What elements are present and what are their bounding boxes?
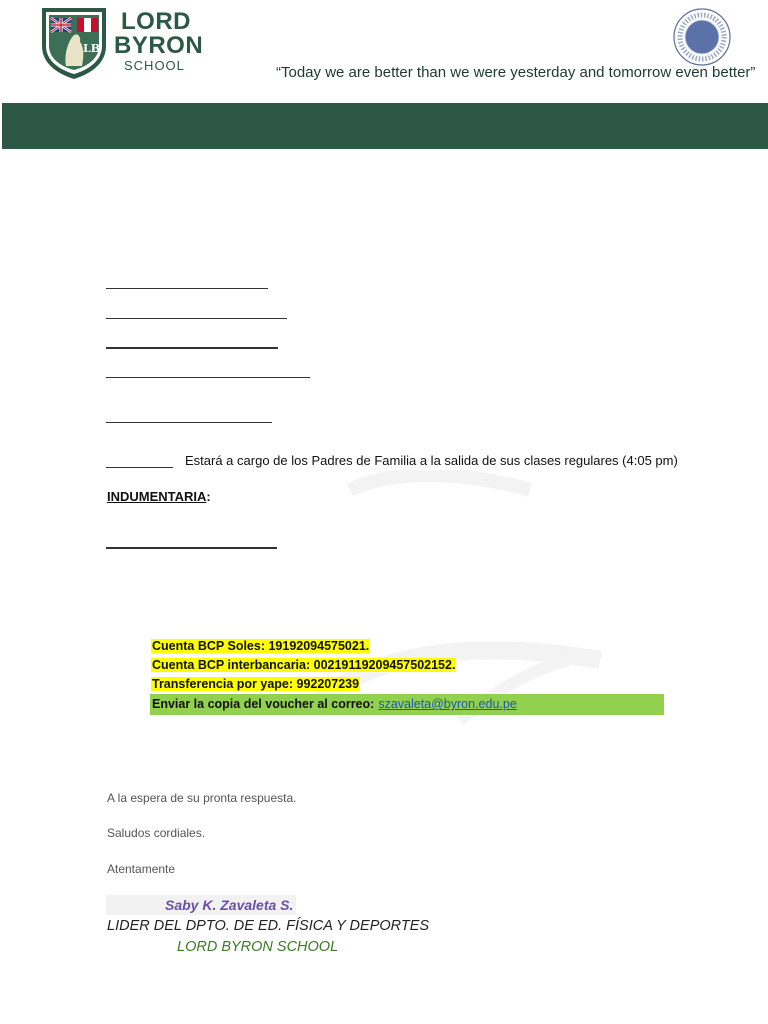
indumentaria-label: INDUMENTARIA: [107, 489, 207, 504]
indumentaria-heading: [107, 489, 211, 505]
brand-name-line2: BYRON: [114, 32, 204, 59]
closing-line-2: Saludos cordiales.: [107, 826, 206, 840]
blank-line: [106, 288, 268, 289]
blank-line: [106, 547, 277, 549]
voucher-label: Enviar la copia del voucher al correo:: [152, 697, 375, 711]
closing-line-1: A la espera de su pronta respuesta.: [107, 791, 297, 805]
school-crest-icon: [40, 6, 108, 80]
header-band: [2, 103, 768, 149]
ib-world-school-seal-icon: [672, 7, 732, 67]
pickup-notice: Estará a cargo de los Padres de Familia a la salida de sus clases regulares (4:05 pm): [185, 453, 678, 468]
signatory-organization: LORD BYRON SCHOOL: [177, 939, 339, 955]
bcp-interbank-account: Cuenta BCP interbancaria: 00219119209457502152.: [152, 658, 456, 672]
brand-name-line3: SCHOOL: [124, 58, 185, 73]
bcp-soles-account: Cuenta BCP Soles: 19192094575021.: [152, 639, 370, 653]
blank-line: [106, 347, 278, 349]
crest-letters: LB: [83, 42, 101, 55]
blank-line: [106, 467, 173, 468]
blank-line: [106, 377, 310, 378]
email-link[interactable]: szavaleta@byron.edu.pe: [378, 697, 517, 711]
blank-line: [106, 422, 272, 423]
blank-line: [106, 318, 287, 319]
signatory-title: LIDER DEL DPTO. DE ED. FÍSICA Y DEPORTES: [107, 918, 430, 934]
closing-line-3: Atentamente: [107, 862, 176, 876]
yape-transfer: Transferencia por yape: 992207239: [152, 677, 360, 691]
indumentaria-colon: :: [206, 489, 211, 504]
brand-name-line1: LORD: [121, 8, 191, 35]
voucher-instruction: [152, 696, 517, 713]
school-motto: “Today we are better than we were yesterday and tomorrow even better”: [276, 64, 756, 81]
signatory-name: Saby K. Zavaleta S.: [165, 897, 294, 913]
